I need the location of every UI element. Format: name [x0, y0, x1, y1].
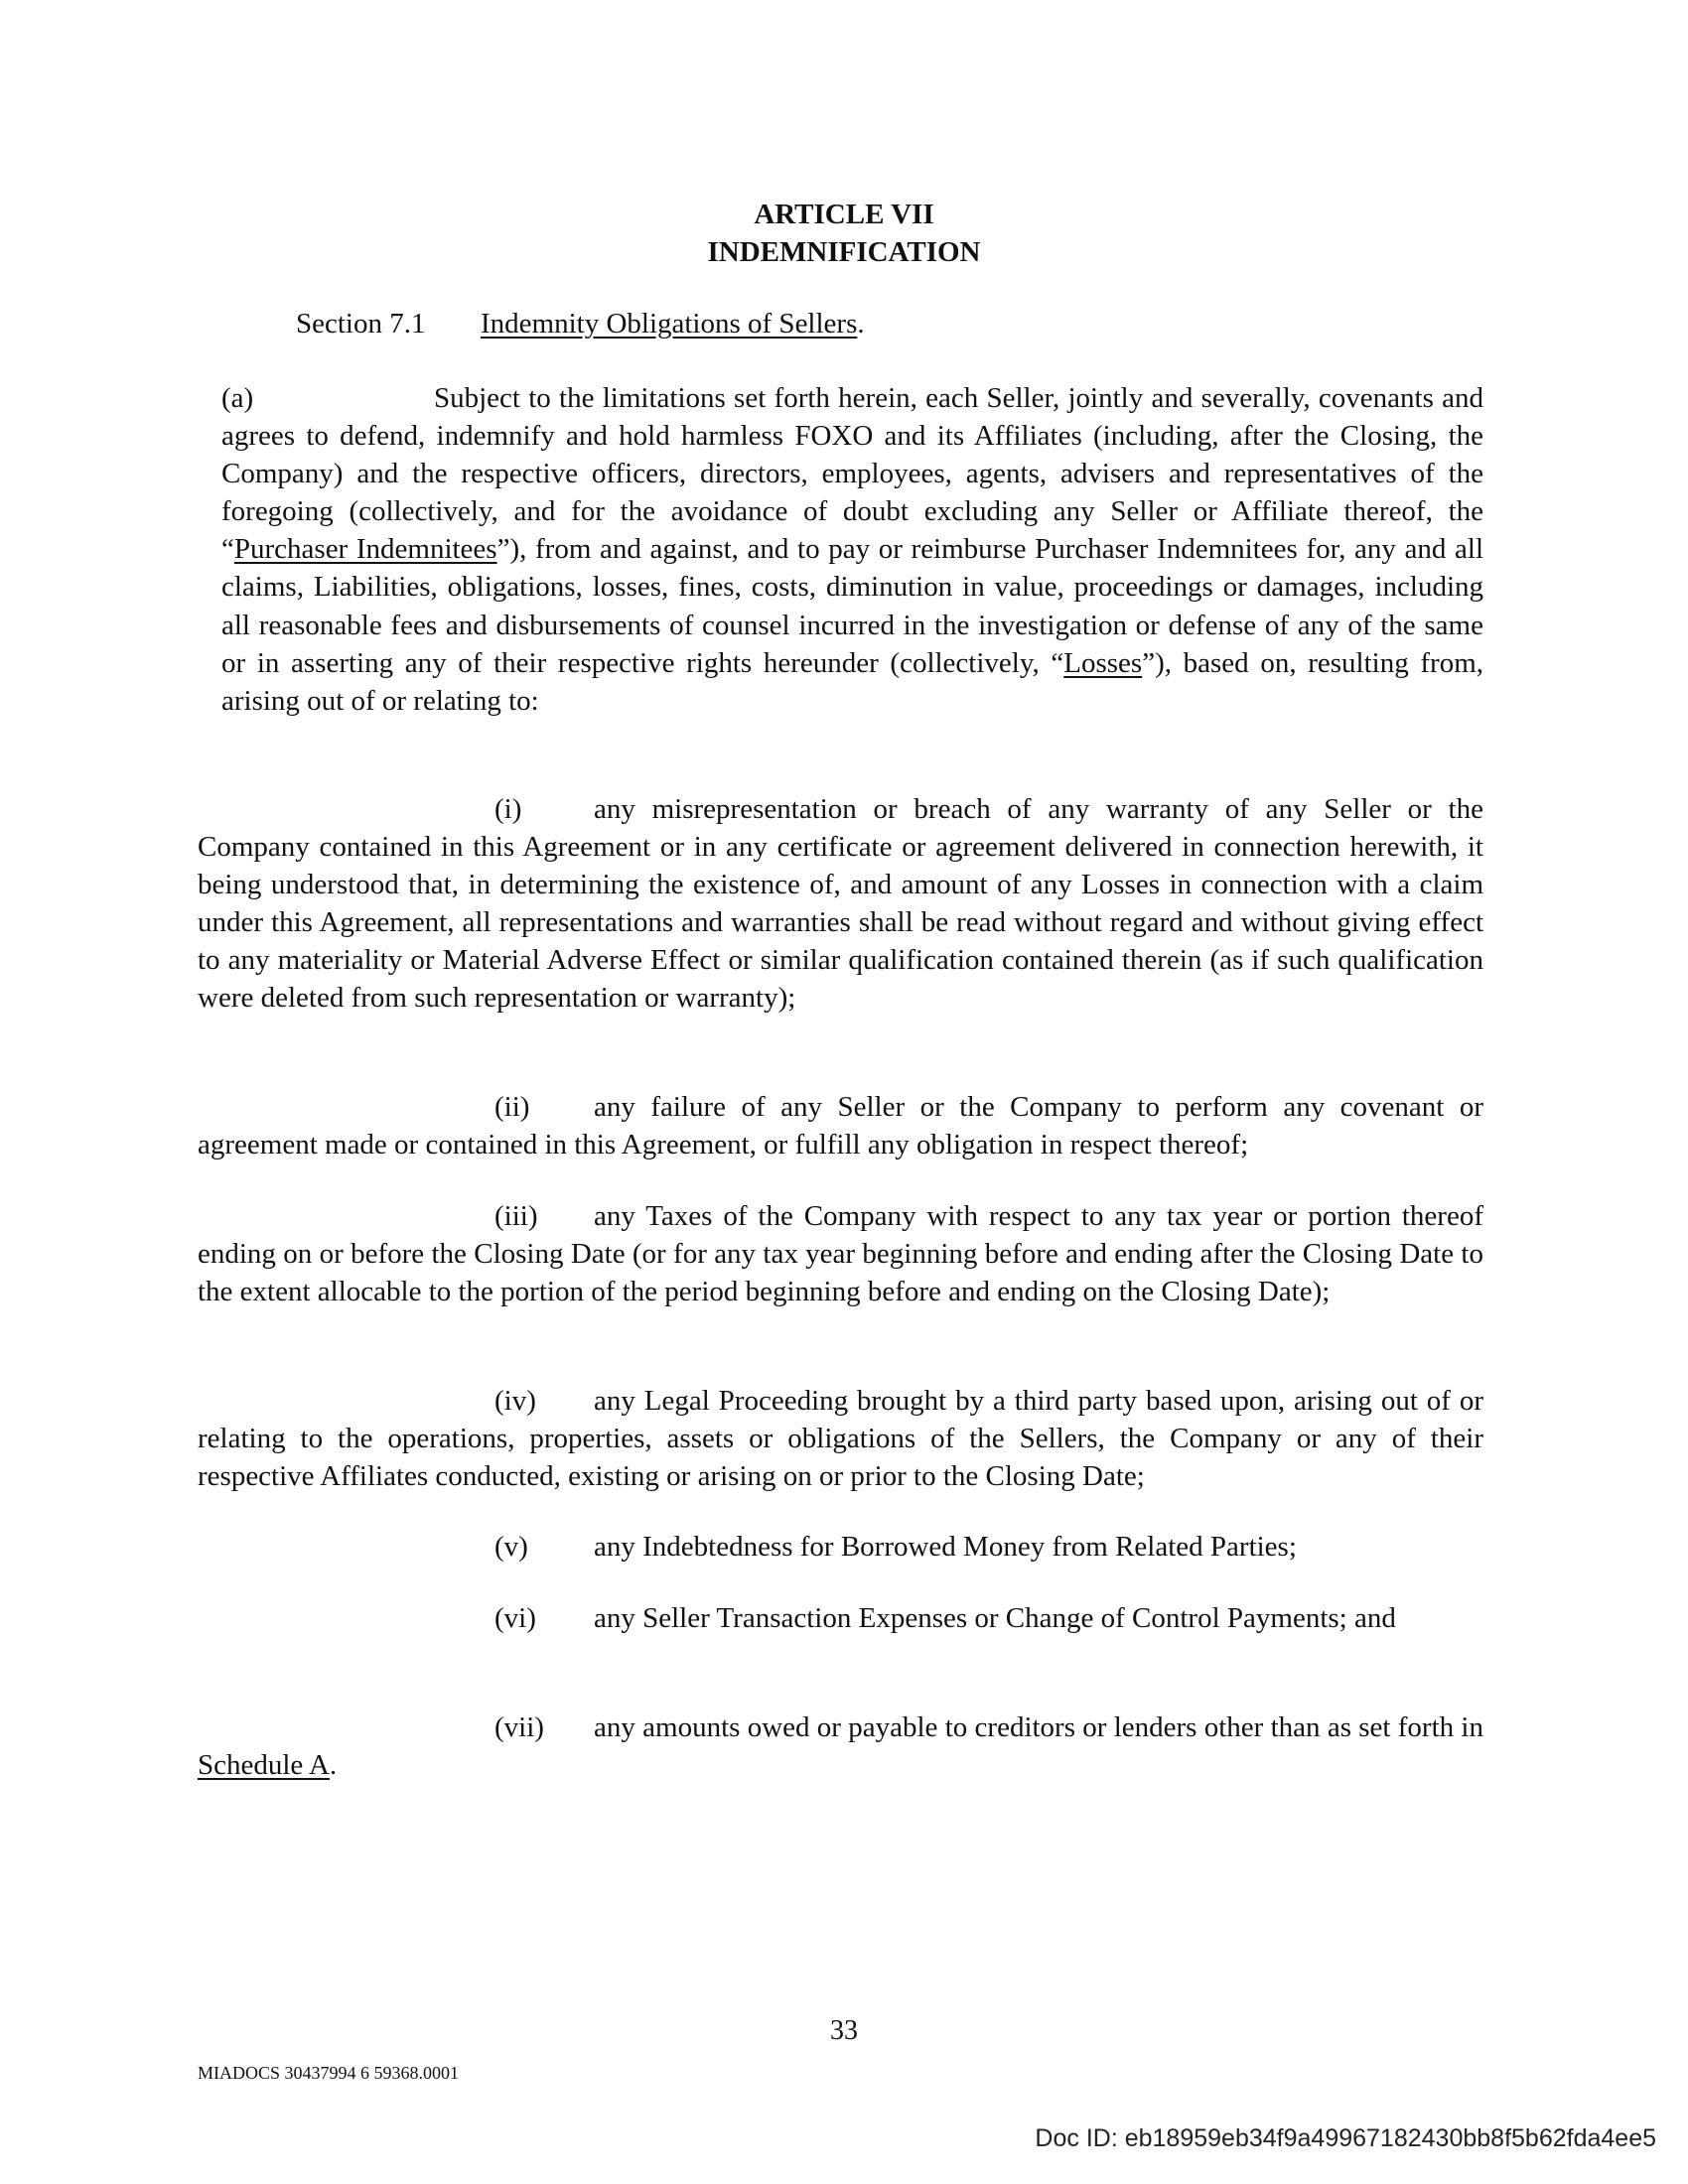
clause-label: (iii) [494, 1200, 538, 1232]
clause-i [198, 790, 1483, 1018]
clause-iv [198, 1382, 1483, 1495]
clause-text: any Indebtedness for Borrowed Money from Related Parties; [594, 1531, 1297, 1563]
paragraph-a: (a) Subject to the limitations set forth herein, each Seller, jointly and severally, covenants and agrees to defend, indemnify and hold harmless FOXO and its Affiliates (including, after the Closing, the Company) and the respective officers, directors, employees, agents, advisers and representatives of the foregoing (collectively, and for the avoidance of doubt excluding any Seller or Affiliate thereof, the “Purchaser Indemnitees”), from and against, and to pay or reimburse Purchaser Indemnitees for, any and all claims, Liabilities, obligations, losses, fines, costs, diminution in value, proceedings or damages, including all reasonable fees and disbursements of counsel incurred in the investigation or defense of any of the same or in asserting any of their respective rights hereunder (collectively, “Losses”), based on, resulting from, arising out of or relating to: [221, 379, 1483, 720]
article-title: ARTICLE VII [754, 199, 934, 230]
defined-term-purchaser-indemnitees: Purchaser Indemnitees [233, 533, 497, 566]
schedule-a-reference: Schedule A [198, 1749, 330, 1782]
clause-vi [198, 1599, 1483, 1637]
clause-vii: (vii) any amounts owed or payable to creditors or lenders other than as set forth in Schedule A. [198, 1708, 1483, 1784]
section-title: Indemnity Obligations of Sellers [481, 308, 858, 340]
clause-label: (v) [494, 1531, 528, 1563]
article-subtitle: INDEMNIFICATION [707, 236, 981, 268]
paragraph-a-label: (a) [221, 382, 254, 414]
clause-v [198, 1528, 1483, 1566]
clause-text: any failure of any Seller or the Company to perform any covenant or agreement made or contained in this Agreement, or fulfill any obligation in respect thereof; [198, 1091, 1483, 1161]
clause-text: any amounts owed or payable to creditors or lenders other than as set forth in [594, 1711, 1483, 1743]
doc-id: Doc ID: eb18959eb34f9a49967182430bb8f5b62fda4ee5 [1035, 2124, 1656, 2152]
clause-label: (vii) [494, 1711, 544, 1743]
clause-label: (i) [494, 793, 522, 825]
clause-text: any Seller Transaction Expenses or Change of Control Payments; and [594, 1602, 1396, 1634]
page-number: 33 [830, 2015, 858, 2046]
section-title-period: . [857, 308, 865, 340]
clause-text: any Legal Proceeding brought by a third party based upon, arising out of or relating to the operations, properties, assets or obligations of the Sellers, the Company or any of their respective Affiliates conducted, existing or arising on or prior to the Closing Date; [198, 1385, 1483, 1493]
document-reference: MIADOCS 30437994 6 59368.0001 [198, 2063, 460, 2083]
clause-text: any Taxes of the Company with respect to any tax year or portion thereof ending on or before the Closing Date (or for any tax year beginning before and ending after the Closing Date to the extent allocable to the portion of the period beginning before and ending on the Closing Date); [198, 1200, 1483, 1308]
defined-term-losses: Losses [1063, 646, 1143, 679]
clause-text: any misrepresentation or breach of any warranty of any Seller or the Company contained in this Agreement or in any certificate or agreement delivered in connection herewith, it being understood that, in determining the existence of, and amount of any Losses in connection with a claim under this Agreement, all representations and warranties shall be read without regard and without giving effect to any materiality or Material Adverse Effect or similar qualification contained therein (as if such qualification were deleted from such representation or warranty); [198, 793, 1483, 1015]
clause-ii [198, 1088, 1483, 1163]
section-number: Section 7.1 [296, 308, 426, 340]
clause-label: (iv) [494, 1385, 536, 1417]
section-heading [296, 308, 865, 341]
clause-iii [198, 1197, 1483, 1310]
clause-label: (ii) [494, 1091, 530, 1123]
clause-label: (vi) [494, 1602, 536, 1634]
